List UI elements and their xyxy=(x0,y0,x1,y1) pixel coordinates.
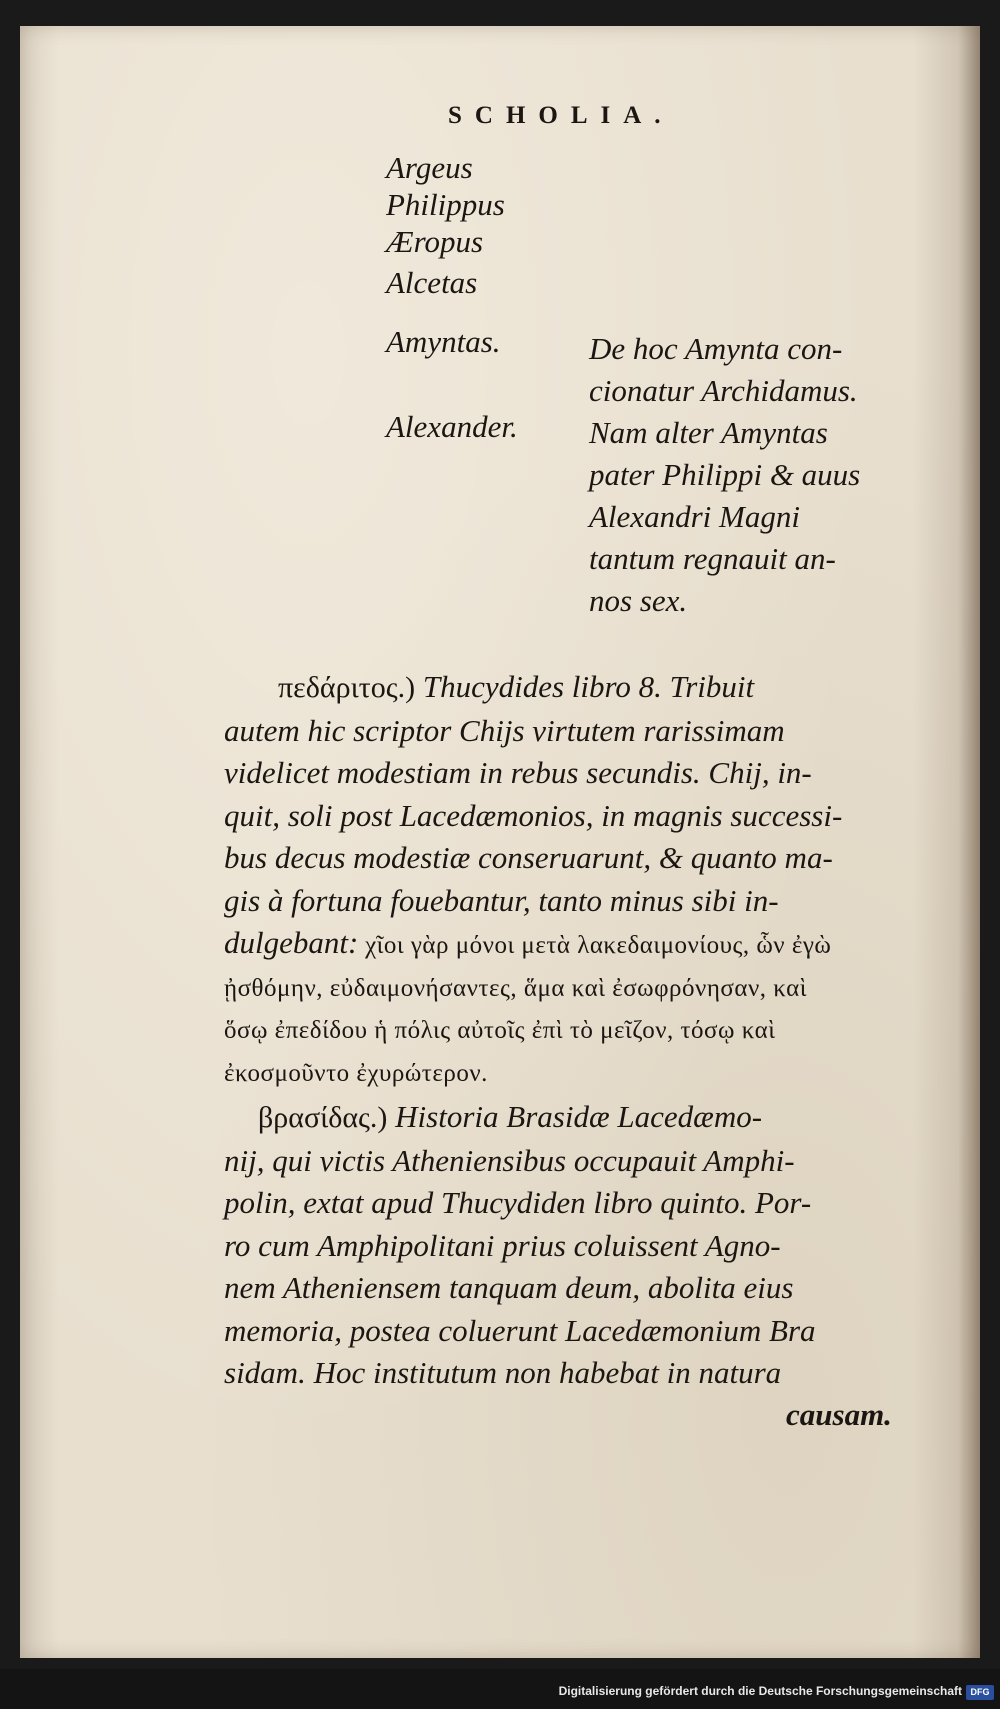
text-line: polin, extat apud Thucydiden libro quinto. Por- xyxy=(224,1185,812,1220)
greek-quote-line: ᾐσθόμην, εὐδαιμονήσαντες, ἅμα καὶ ἐσωφρόνησαν, καὶ xyxy=(224,974,807,1002)
genealogy-note-line: pater Philippi & auus xyxy=(589,457,861,492)
scholion-brasidas xyxy=(224,1096,924,1395)
final-word: causam. xyxy=(786,1397,892,1432)
scholion-first-line xyxy=(224,666,924,710)
text-line: sidam. Hoc institutum non habebat in natura xyxy=(224,1355,782,1390)
genealogy-name-alcetas: Alcetas xyxy=(386,265,478,300)
scholion-first-line xyxy=(224,1096,924,1140)
genealogy-name-argeus: Argeus xyxy=(386,150,473,185)
greek-lemma: βρασίδας.) xyxy=(258,1101,388,1134)
genealogy-name-alexander: Alexander. xyxy=(386,409,518,444)
text-line: nem Atheniensem tanquam deum, abolita eius xyxy=(224,1270,794,1305)
text-line: quit, soli post Lacedæmonios, in magnis successi- xyxy=(224,797,843,833)
text-line: Historia Brasidæ Lacedæmo- xyxy=(387,1099,763,1134)
text-line: gis à fortuna fouebantur, tanto minus sibi in- xyxy=(224,882,779,918)
genealogy-name-amyntas: Amyntas. xyxy=(386,324,501,359)
genealogy-note-line: tantum regnauit an- xyxy=(589,541,836,576)
text-line: memoria, postea coluerunt Lacedæmonium Bra xyxy=(224,1312,816,1348)
text-line: ro cum Amphipolitani prius coluissent Agno- xyxy=(224,1227,781,1263)
running-head: SCHOLIA. xyxy=(448,102,674,129)
text-line: dulgebant: xyxy=(224,925,359,960)
footer-bar xyxy=(0,1669,1000,1709)
scholion-pedaritus xyxy=(224,666,924,1095)
text-line: autem hic scriptor Chijs virtutem rarissimam xyxy=(224,712,785,748)
greek-quote-line: ἐκοσμοῦντο ἐχυρώτερον. xyxy=(224,1059,488,1087)
genealogy-name-aeropus: Æropus xyxy=(386,224,484,259)
genealogy-note-line: De hoc Amynta con- xyxy=(589,331,843,366)
text-line: nij, qui victis Atheniensibus occupauit Amphi- xyxy=(224,1142,795,1178)
dfg-logo-icon: DFG xyxy=(966,1685,994,1700)
genealogy-name-philippus: Philippus xyxy=(386,187,505,222)
text-line: Thucydides libro 8. Tribuit xyxy=(415,669,755,704)
page-edge-shadow xyxy=(958,26,980,1658)
genealogy-note-line: nos sex. xyxy=(589,583,688,618)
text-line: videlicet modestiam in rebus secundis. Chij, in- xyxy=(224,755,812,790)
text-line-with-greek xyxy=(224,922,924,968)
greek-lemma: πεδάριτος.) xyxy=(278,671,416,704)
greek-quote-line: ὅσῳ ἐπεδίδου ἡ πόλις αὐτοῖς ἐπὶ τὸ μεῖζον, τόσῳ καὶ xyxy=(224,1017,776,1044)
genealogy-note-line: Alexandri Magni xyxy=(589,499,800,534)
text-line: bus decus modestiæ conseruarunt, & quanto ma- xyxy=(224,840,833,875)
greek-quote: χῖοι γὰρ μόνοι μετὰ λακεδαιμονίους, ὧν ἐγὼ xyxy=(358,932,832,959)
genealogy-note-line: cionatur Archidamus. xyxy=(589,373,858,408)
genealogy-note xyxy=(589,328,934,622)
genealogy-note-line: Nam alter Amyntas xyxy=(589,415,828,450)
funding-credit: Digitalisierung gefördert durch die Deutsche Forschungsgemeinschaft xyxy=(558,1684,962,1698)
